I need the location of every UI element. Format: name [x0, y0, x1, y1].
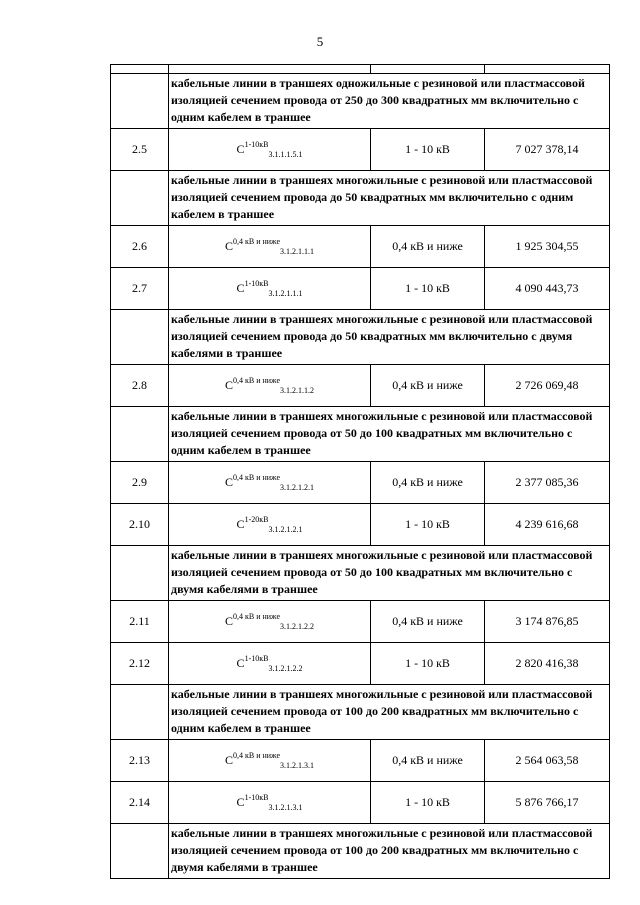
rate-value: 2 564 063,58	[485, 740, 610, 782]
row-number: 2.11	[111, 601, 169, 643]
row-number: 2.9	[111, 462, 169, 504]
top-cell-value	[485, 65, 610, 74]
rate-code-base: С	[224, 753, 233, 767]
section-header-row	[111, 824, 610, 879]
rate-code	[169, 226, 371, 268]
rate-code	[169, 643, 371, 685]
rate-code	[169, 740, 371, 782]
section-header-row	[111, 310, 610, 365]
rate-code-base: С	[224, 239, 233, 253]
table-row	[111, 226, 610, 268]
table-row	[111, 129, 610, 171]
rate-code-subscript: 3.1.2.1.1.1	[280, 247, 315, 256]
rate-code	[169, 504, 371, 546]
table-row	[111, 504, 610, 546]
table-row	[111, 268, 610, 310]
rate-value: 4 090 443,73	[485, 268, 610, 310]
table-row	[111, 782, 610, 824]
rates-table	[110, 64, 610, 879]
rate-value: 2 377 085,36	[485, 462, 610, 504]
rate-value: 4 239 616,68	[485, 504, 610, 546]
section-description: кабельные линии в траншеях многожильные с резиновой или пластмассовой изоляцией сечением провода от 50 до 100 квадратных мм включительно с одним кабелем в траншее	[169, 407, 610, 462]
rate-code-subscript: 3.1.2.1.2.1	[280, 483, 315, 492]
section-description: кабельные линии в траншеях одножильные с резиновой или пластмассовой изоляцией сечением провода от 250 до 300 квадратных мм включительно с одним кабелем в траншее	[169, 74, 610, 129]
rate-value: 1 925 304,55	[485, 226, 610, 268]
section-description: кабельные линии в траншеях многожильные с резиновой или пластмассовой изоляцией сечением провода от 100 до 200 квадратных мм включительно с одним кабелем в траншее	[169, 685, 610, 740]
rate-code	[169, 268, 371, 310]
voltage-level: 0,4 кВ и ниже	[371, 462, 485, 504]
rate-code-subscript: 3.1.2.1.3.1	[268, 803, 303, 812]
section-description: кабельные линии в траншеях многожильные с резиновой или пластмассовой изоляцией сечением провода от 100 до 200 квадратных мм включительно с двумя кабелями в траншее	[169, 824, 610, 879]
section-header-row	[111, 685, 610, 740]
row-number: 2.7	[111, 268, 169, 310]
rate-code-subscript: 3.1.2.1.2.2	[280, 622, 315, 631]
voltage-level: 0,4 кВ и ниже	[371, 365, 485, 407]
table-row	[111, 462, 610, 504]
rate-code-superscript: 1-10кВ	[244, 279, 269, 288]
row-number: 2.12	[111, 643, 169, 685]
section-description: кабельные линии в траншеях многожильные с резиновой или пластмассовой изоляцией сечением провода от 50 до 100 квадратных мм включительно с двумя кабелями в траншее	[169, 546, 610, 601]
rate-code	[169, 782, 371, 824]
rate-code-base: С	[236, 142, 245, 156]
section-number-cell	[111, 171, 169, 226]
rate-code-superscript: 0,4 кВ и ниже	[232, 237, 281, 246]
section-number-cell	[111, 74, 169, 129]
rate-code-subscript: 3.1.2.1.1.2	[280, 386, 315, 395]
rate-value: 2 820 416,38	[485, 643, 610, 685]
table-row	[111, 740, 610, 782]
row-number: 2.6	[111, 226, 169, 268]
section-description: кабельные линии в траншеях многожильные с резиновой или пластмассовой изоляцией сечением провода до 50 квадратных мм включительно с двумя кабелями в траншее	[169, 310, 610, 365]
voltage-level: 0,4 кВ и ниже	[371, 740, 485, 782]
rate-code-subscript: 3.1.2.1.3.1	[280, 761, 315, 770]
table-row	[111, 601, 610, 643]
row-number: 2.13	[111, 740, 169, 782]
rate-code	[169, 462, 371, 504]
voltage-level: 1 - 10 кВ	[371, 268, 485, 310]
rates-table-body	[111, 65, 610, 879]
rate-value: 7 027 378,14	[485, 129, 610, 171]
rate-code-subscript: 3.1.2.1.1.1	[268, 289, 303, 298]
rate-code	[169, 129, 371, 171]
rate-code-superscript: 1-20кВ	[244, 515, 269, 524]
table-row	[111, 643, 610, 685]
rate-code-superscript: 1-10кВ	[244, 793, 269, 802]
rate-code-subscript: 3.1.2.1.2.2	[268, 664, 303, 673]
rate-code-base: С	[224, 614, 233, 628]
rate-value: 3 174 876,85	[485, 601, 610, 643]
top-cell-code	[169, 65, 371, 74]
table-row	[111, 365, 610, 407]
row-number: 2.8	[111, 365, 169, 407]
voltage-level: 0,4 кВ и ниже	[371, 601, 485, 643]
row-number: 2.5	[111, 129, 169, 171]
table-top-strip	[111, 65, 610, 74]
section-header-row	[111, 74, 610, 129]
rate-code-superscript: 0,4 кВ и ниже	[232, 473, 281, 482]
rate-code-base: С	[236, 656, 245, 670]
section-number-cell	[111, 824, 169, 879]
section-number-cell	[111, 407, 169, 462]
voltage-level: 1 - 10 кВ	[371, 782, 485, 824]
rate-code-subscript: 3.1.2.1.2.1	[268, 525, 303, 534]
voltage-level: 0,4 кВ и ниже	[371, 226, 485, 268]
section-number-cell	[111, 685, 169, 740]
rate-code-base: С	[236, 517, 245, 531]
top-cell-num	[111, 65, 169, 74]
rate-code-base: С	[224, 475, 233, 489]
rate-code-superscript: 1-10кВ	[244, 654, 269, 663]
rate-code-subscript: 3.1.1.1.5.1	[268, 150, 303, 159]
section-number-cell	[111, 310, 169, 365]
rate-code-base: С	[236, 281, 245, 295]
section-description: кабельные линии в траншеях многожильные с резиновой или пластмассовой изоляцией сечением провода до 50 квадратных мм включительно с одним кабелем в траншее	[169, 171, 610, 226]
section-number-cell	[111, 546, 169, 601]
rate-code	[169, 601, 371, 643]
rate-value: 2 726 069,48	[485, 365, 610, 407]
page-number: 5	[316, 34, 324, 49]
rate-code-superscript: 0,4 кВ и ниже	[232, 612, 281, 621]
voltage-level: 1 - 10 кВ	[371, 643, 485, 685]
voltage-level: 1 - 10 кВ	[371, 504, 485, 546]
section-header-row	[111, 171, 610, 226]
rate-code-base: С	[236, 795, 245, 809]
section-header-row	[111, 407, 610, 462]
top-cell-voltage	[371, 65, 485, 74]
rate-code-base: С	[224, 378, 233, 392]
rate-value: 5 876 766,17	[485, 782, 610, 824]
section-header-row	[111, 546, 610, 601]
rate-code-superscript: 1-10кВ	[244, 140, 269, 149]
row-number: 2.10	[111, 504, 169, 546]
row-number: 2.14	[111, 782, 169, 824]
rate-code-superscript: 0,4 кВ и ниже	[232, 751, 281, 760]
rate-code-superscript: 0,4 кВ и ниже	[232, 376, 281, 385]
rate-code	[169, 365, 371, 407]
voltage-level: 1 - 10 кВ	[371, 129, 485, 171]
